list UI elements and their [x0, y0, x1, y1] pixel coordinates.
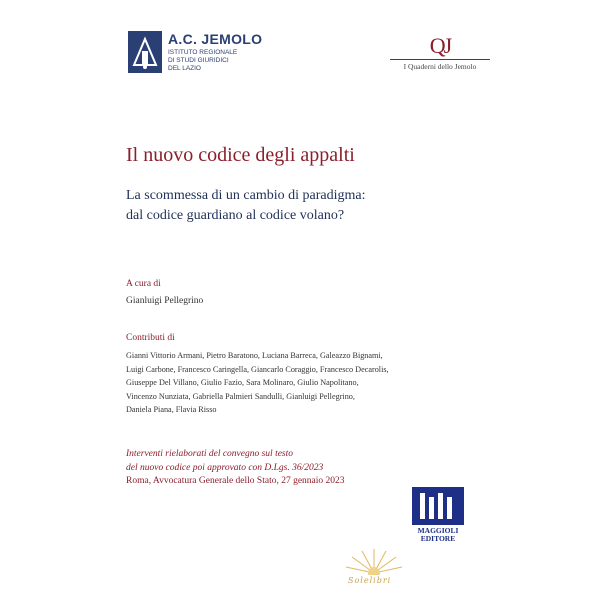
publisher-name-line: EDITORE — [420, 534, 456, 543]
series-name: I Quaderni dello Jemolo — [403, 62, 477, 71]
conference-note — [126, 448, 345, 489]
emblem-bar — [438, 493, 443, 519]
editor-name: Gianluigi Pellegrino — [126, 296, 204, 306]
book-cover — [106, 0, 494, 600]
note-line: del nuovo codice poi approvato con D.Lgs. 36/2023 — [126, 462, 324, 473]
contributors-line: Vincenzo Nunziata, Gabriella Palmieri Sandulli, Gianluigi Pellegrino, — [126, 391, 355, 401]
series-monogram: QJ — [429, 33, 451, 58]
publisher-logo — [412, 487, 464, 543]
imprint-name: Solelibri — [348, 576, 392, 585]
institute-description — [168, 49, 237, 73]
contributors-line: Gianni Vittorio Armani, Pietro Baratono, Luciana Barreca, Galeazzo Bignami, — [126, 351, 383, 360]
note-line: Roma, Avvocatura Generale dello Stato, 27 gennaio 2023 — [126, 476, 345, 486]
book-subtitle — [126, 186, 366, 226]
solelibri-sun-icon — [344, 545, 404, 575]
subtitle-line: dal codice guardiano al codice volano? — [126, 208, 345, 223]
institute-line: DEL LAZIO — [168, 65, 201, 72]
editor-label: A cura di — [126, 279, 161, 289]
emblem-bar — [420, 493, 425, 519]
institute-line: DI STUDI GIURIDICI — [168, 57, 229, 64]
contributors-label: Contributi di — [126, 333, 175, 343]
contributors-line: Daniela Piana, Flavia Risso — [126, 405, 217, 415]
subtitle-line: La scommessa di un cambio di paradigma: — [126, 188, 366, 203]
publisher-name-line: MAGGIOLI — [417, 526, 459, 535]
maggioli-emblem-icon — [412, 487, 464, 525]
emblem-bar — [447, 497, 452, 519]
contributors-list — [126, 349, 486, 417]
note-line: Interventi rielaborati del convegno sul testo — [126, 449, 294, 459]
series-logo — [390, 33, 490, 71]
contributors-line: Luigi Carbone, Francesco Caringella, Giancarlo Coraggio, Francesco Decarolis, — [126, 364, 389, 374]
emblem-bar — [429, 497, 434, 519]
book-title: Il nuovo codice degli appalti — [126, 144, 355, 166]
institute-line: ISTITUTO REGIONALE — [168, 49, 238, 56]
series-divider — [390, 59, 490, 60]
publisher-name — [412, 527, 464, 543]
jemolo-institute-logo — [128, 31, 268, 75]
jemolo-emblem-icon — [128, 31, 162, 73]
institute-name: A.C. JEMOLO — [168, 31, 263, 47]
contributors-line: Giuseppe Del Villano, Giulio Fazio, Sara Molinaro, Giulio Napolitano, — [126, 378, 359, 388]
